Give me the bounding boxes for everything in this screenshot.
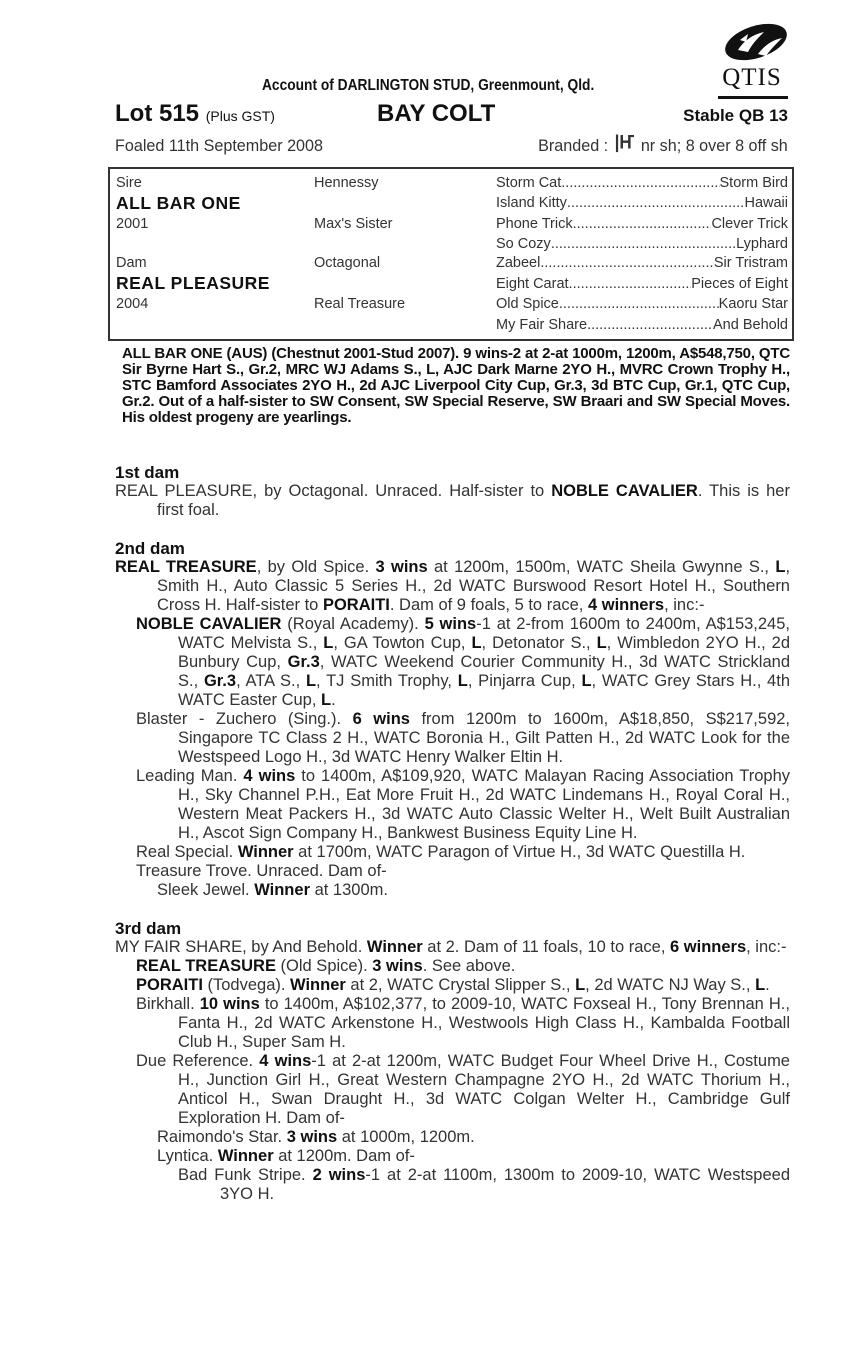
gen3-left: Zabeel [496,255,541,271]
gen3-row [496,296,788,312]
gen3-right: Lyphard [736,236,788,252]
gen3-row [496,317,788,333]
gen3-left: Eight Carat [496,276,569,292]
progeny-poraiti: PORAITI (Todvega). Winner at 2, WATC Crystal Slipper S., L, 2d WATC NJ Way S., L. [136,976,770,994]
progeny-raimondos-star: Raimondo's Star. 3 wins at 1000m, 1200m. [157,1128,475,1146]
qtis-logo [716,20,792,106]
gen3-row [496,236,788,252]
progeny-sleek-jewel: Sleek Jewel. Winner at 1300m. [157,881,388,899]
branded-desc: nr sh; 8 over 8 off sh [641,136,788,155]
progeny-blaster: Blaster - Zuchero (Sing.). 6 wins from 1200m to 1600m, A$18,850, S$217,592, Singapore TC Class 2 H., WATC Boronia H., Gilt Patten H., 2d WATC Look for the Westspeed Logo H., 3d WATC Henry Walker Eltin H. [136,710,791,766]
gen3-row [496,255,788,271]
sire-year: 2001 [116,216,149,232]
branded-label: Branded : [538,136,609,155]
progeny-real-treasure: REAL TREASURE (Old Spice). 3 wins. See above. [136,957,516,975]
gen3-right: Pieces of Eight [691,276,788,292]
sire-summary: ALL BAR ONE (AUS) (Chestnut 2001-Stud 2007). 9 wins-2 at 2-at 1000m, 1200m, A$548,750, QTC Sir Byrne Hart S., Gr.2, MRC WJ Adams S., L, AJC Dark Marne 2YO H., MVRC Crown Trophy H., STC Bamford Associates 2YO H., 2d AJC Liverpool City Cup, Gr.3, 3d BTC Cup, Gr.1, QTC Cup, Gr.2. Out of a half-sister to SW Consent, SW Special Reserve, SW Braari and SW Special Moves. His oldest progeny are yearlings. [122,345,790,426]
progeny-bad-funk-stripe: Bad Funk Stripe. 2 wins-1 at 2-at 1100m, 1300m to 2009-10, WATC Westspeed 3YO H. [178,1166,790,1203]
gen3-right: Clever Trick [711,216,788,232]
dam-sire: Octagonal [314,255,381,271]
lot-note: (Plus GST) [205,108,275,124]
brand-mark-icon: |Ҥ [614,130,635,153]
third-dam-text: MY FAIR SHARE, by And Behold. Winner at 2. Dam of 11 foals, 10 to race, 6 winners, inc:- [115,938,787,956]
gen3-right: Storm Bird [719,175,788,191]
progeny-treasure-trove: Treasure Trove. Unraced. Dam of- [136,862,387,880]
gen3-row [496,195,788,211]
pedigree-table [108,167,794,341]
gen3-right: Kaoru Star [718,296,788,312]
gen3-left: So Cozy [496,236,551,252]
stable-number: Stable QB 13 [683,106,788,125]
third-dam-heading: 3rd dam [115,919,182,938]
dam-name: REAL PLEASURE [116,273,270,293]
logo-text: QTIS [722,64,782,91]
gen3-row [496,276,788,292]
progeny-noble-cavalier: NOBLE CAVALIER (Royal Academy). 5 wins-1 at 2-from 1600m to 2400m, A$153,245, WATC Melvista S., L, GA Towton Cup, L, Detonator S., L, Wimbledon 2YO H., 2d Bunbury Cup, Gr.3, WATC Weekend Courier Community H., 3d WATC Strickland S., Gr.3, ATA S., L, TJ Smith Trophy, L, Pinjarra Cup, L, WATC Grey Stars H., 4th WATC Easter Cup, L. [136,615,790,709]
progeny-leading-man: Leading Man. 4 wins to 1400m, A$109,920, WATC Malayan Racing Association Trophy H., Sky Channel P.H., Eat More Fruit H., 2d WATC Lindemans H., Royal Coral H., Western Meat Packers H., 3d WATC Auto Classic Welter H., Welt Built Australian H., Ascot Sign Company H., Bankwest Business Equity Line H. [136,767,790,842]
branded-info [538,130,788,157]
gen3-row [496,175,788,191]
first-dam-heading: 1st dam [115,463,180,482]
sire-dam: Max's Sister [314,216,393,232]
progeny-lyntica: Lyntica. Winner at 1200m. Dam of- [157,1147,415,1165]
progeny-birkhall: Birkhall. 10 wins to 1400m, A$102,377, to 2009-10, WATC Foxseal H., Tony Brennan H., Fanta H., 2d WATC Arkenstone H., Westwools High Class H., Kambalda Football Club H., Super Sam H. [136,995,790,1051]
vendor-account: Account of DARLINGTON STUD, Greenmount, Qld. [262,77,595,94]
gen3-right: And Behold [713,317,788,333]
gen3-left: Old Spice [496,296,559,312]
dam-year: 2004 [116,296,149,312]
gen3-right: Hawaii [744,195,788,211]
qtis-horse-logo-icon [718,20,790,64]
catalogue-body [115,463,790,1204]
gen3-left: Phone Trick [496,216,573,232]
foaled-date: Foaled 11th September 2008 [115,136,324,155]
progeny-real-special: Real Special. Winner at 1700m, WATC Paragon of Virtue H., 3d WATC Questilla H. [136,843,746,861]
dam-dam: Real Treasure [314,296,406,312]
progeny-due-reference: Due Reference. 4 wins-1 at 2-at 1200m, WATC Budget Four Wheel Drive H., Costume H., Junction Girl H., Great Western Champagne 2YO H., 2d WATC Thorium H., Anticol H., Swan Draught H., 3d WATC Colgan Welter H., Cambridge Gulf Exploration H. Dam of- [136,1052,790,1127]
gen3-row [496,216,788,232]
sire-name: ALL BAR ONE [116,193,241,213]
page-title: BAY COLT [377,100,496,127]
first-dam-text: REAL PLEASURE, by Octagonal. Unraced. Half-sister to NOBLE CAVALIER. This is her first foal. [115,482,790,519]
logo-underline [718,96,788,99]
gen3-right: Sir Tristram [713,255,788,271]
dam-label: Dam [116,255,147,271]
lot-number [115,100,275,128]
second-dam-text: REAL TREASURE, by Old Spice. 3 wins at 1200m, 1500m, WATC Sheila Gwynne S., L, Smith H., Auto Classic 5 Series H., 2d WATC Burswood Resort Hotel H., Southern Cross H. Half-sister to PORAITI. Dam of 9 foals, 5 to race, 4 winners, inc:- [115,558,791,614]
gen3-left: Island Kitty [496,195,567,211]
gen3-left: Storm Cat [496,175,562,191]
sire-label: Sire [116,175,142,191]
second-dam-heading: 2nd dam [115,539,185,558]
lot-label: Lot 515 [115,100,200,127]
gen3-left: My Fair Share [496,317,588,333]
sire-sire: Hennessy [314,175,379,191]
